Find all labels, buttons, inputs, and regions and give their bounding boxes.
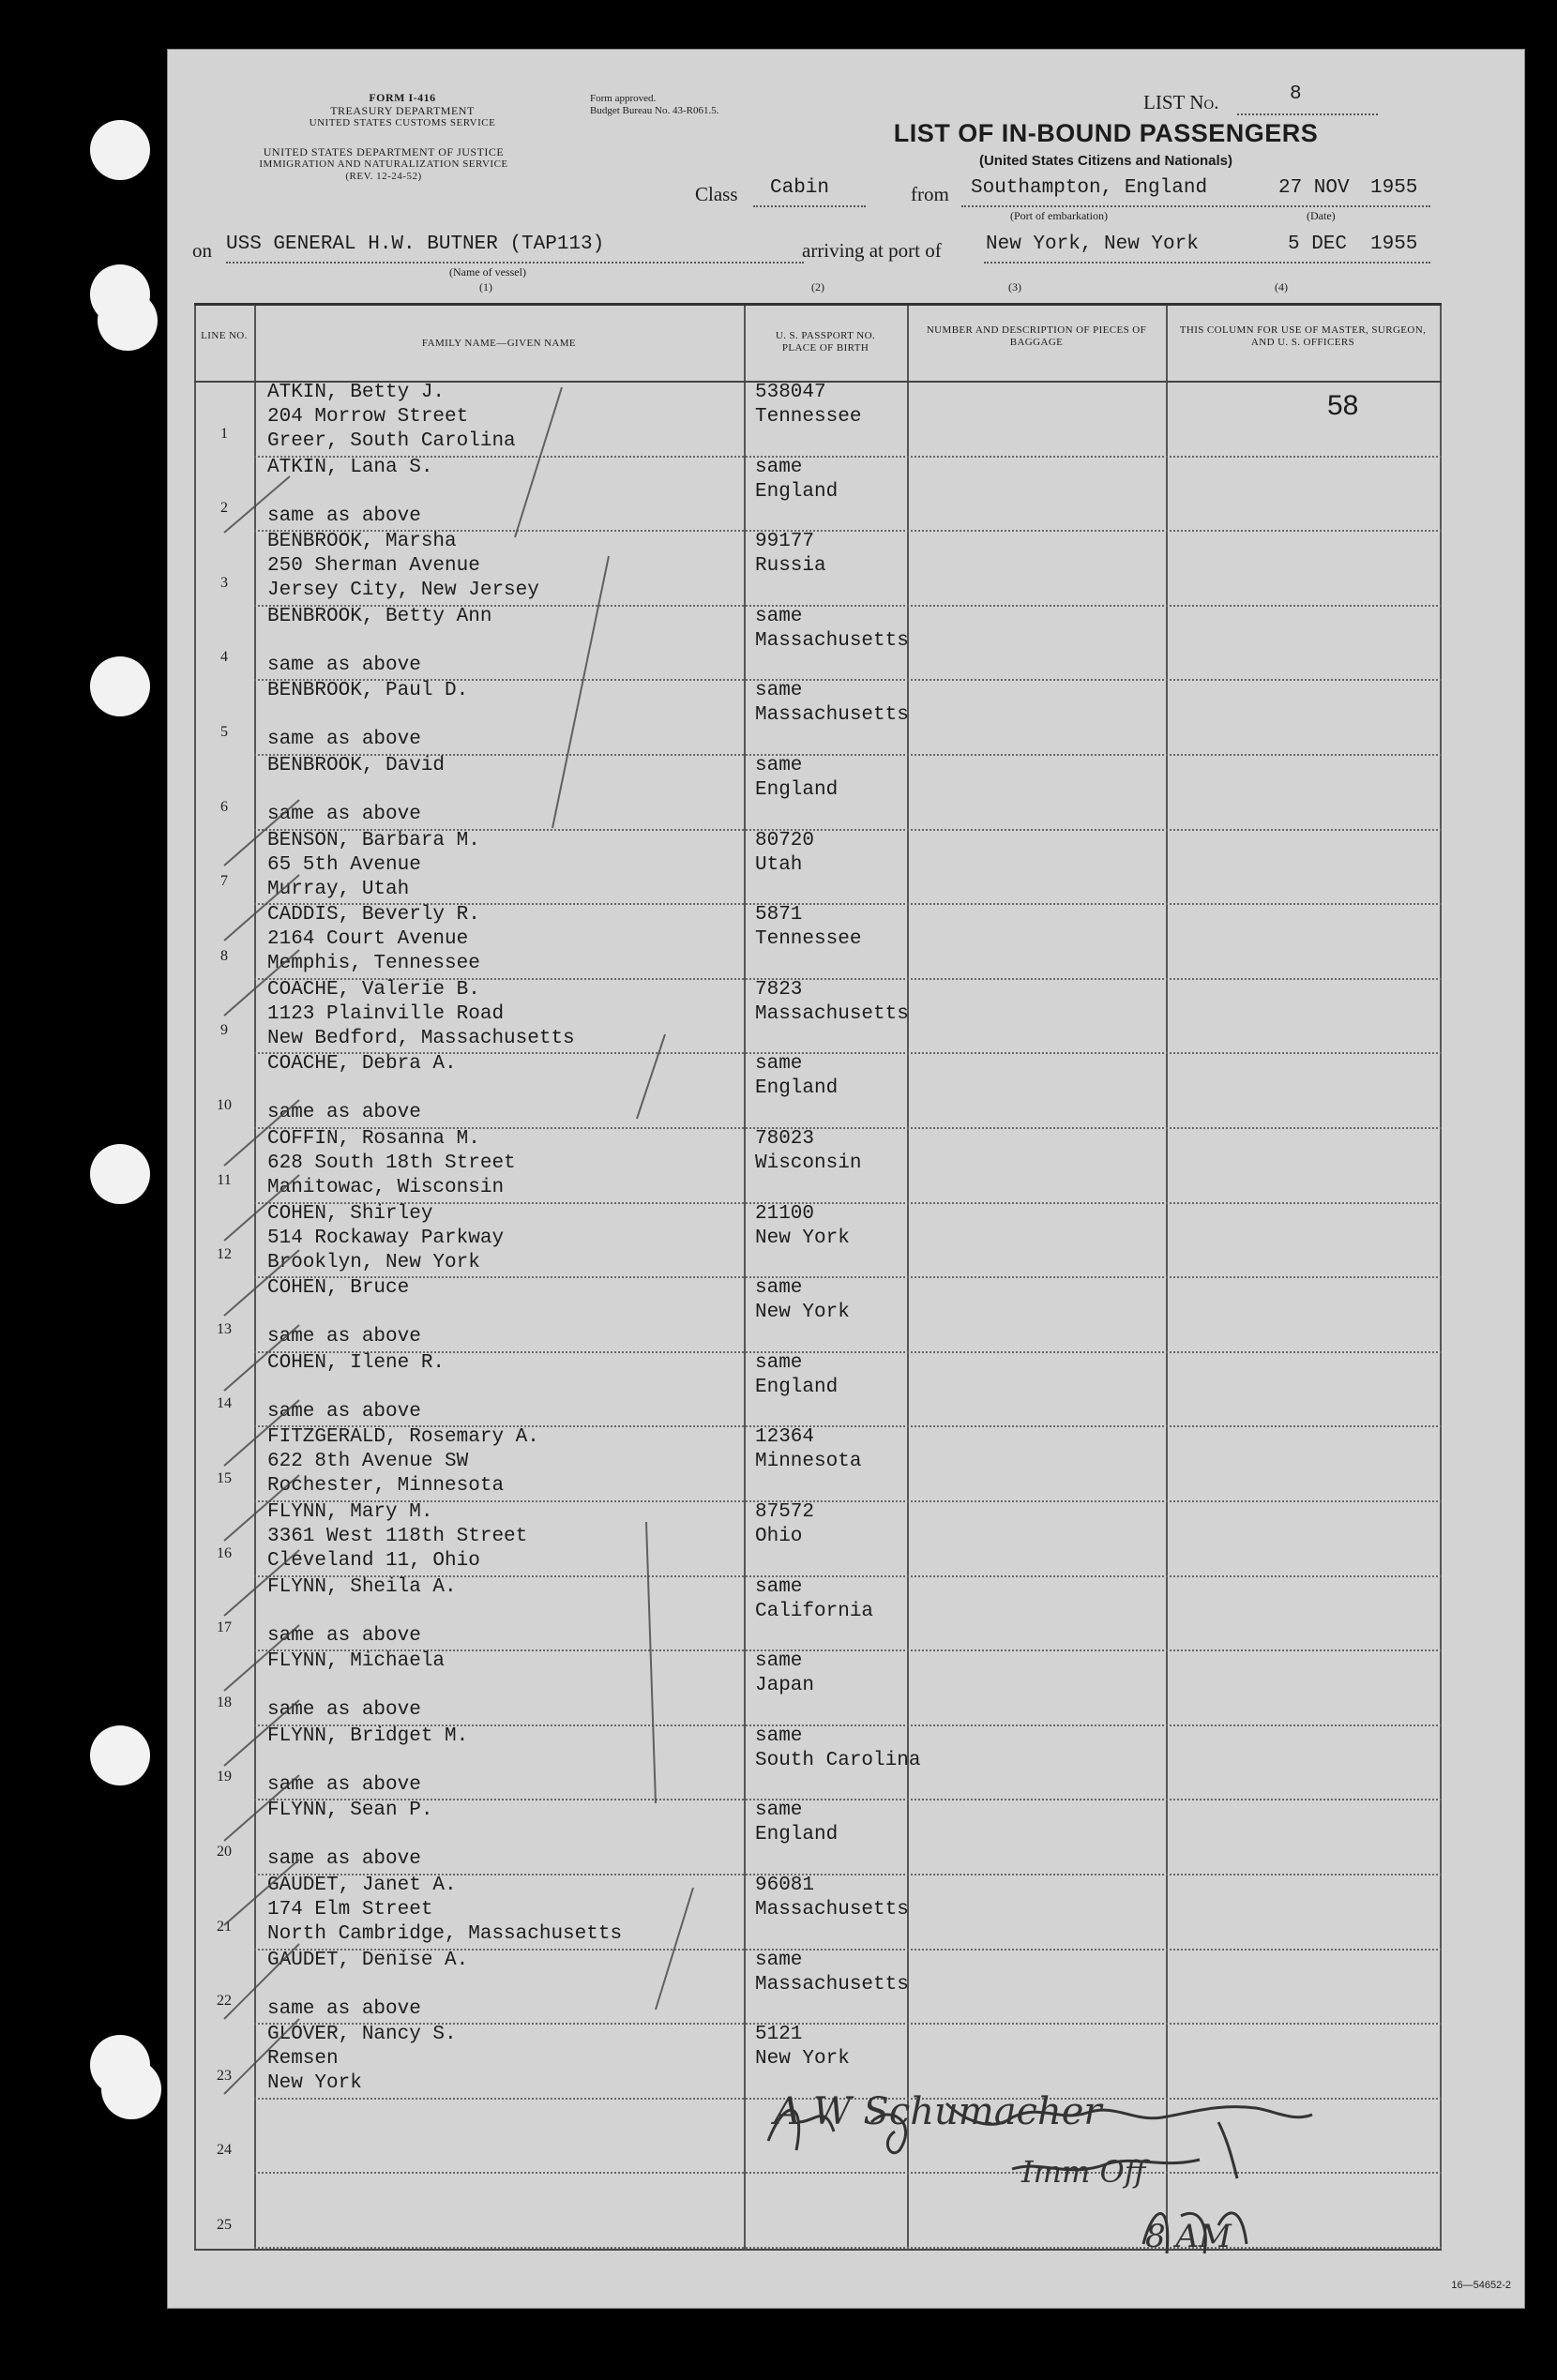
list-no-label: LIST No. [1143,91,1219,113]
passenger-address: 2164 Court Avenue [267,928,469,951]
passenger-address: Greer, South Carolina [267,430,516,452]
passport-number: 7823 [755,978,803,1001]
arrival-port: New York, New York [986,233,1199,255]
line-number: 5 [220,723,228,740]
passenger-address: Rochester, Minnesota [267,1475,505,1498]
punch-hole [98,291,158,351]
treasury-label: TREASURY DEPARTMENT [330,104,475,117]
passenger-name: COHEN, Shirley [267,1202,433,1225]
punch-hole [90,1725,150,1785]
place-of-birth: California [755,1600,874,1622]
passenger-name: FLYNN, Bridget M. [267,1725,469,1747]
passport-number: 99177 [755,531,815,553]
place-of-birth: New York [755,2048,850,2071]
passenger-name: BENBROOK, Marsha [267,531,457,553]
punch-hole [90,656,150,716]
passenger-name: BENSON, Barbara M. [267,829,480,851]
passport-number: same [755,1575,803,1598]
check-marks [168,50,1524,2308]
manifest-page [167,49,1525,2309]
passenger-name: FITZGERALD, Rosemary A. [267,1426,539,1449]
from-label: from [911,183,949,205]
passport-number: 5121 [755,2024,803,2046]
passport-number: same [755,1277,803,1300]
line-number: 24 [217,2142,232,2159]
passport-number: same [755,605,803,627]
place-of-birth: Russia [755,555,826,578]
arrival-date: 5 DEC [1288,233,1348,255]
place-of-birth: England [755,1077,839,1100]
passenger-name: FLYNN, Michaela [267,1650,446,1673]
ins-label: IMMIGRATION AND NATURALIZATION SERVICE [259,158,508,170]
passenger-name: GAUDET, Janet A. [267,1875,457,1896]
passenger-address: same as above [267,1997,421,2020]
place-of-birth: Massachusetts [755,1899,909,1921]
passport-number: 80720 [755,829,815,851]
passenger-address: same as above [267,505,421,527]
place-of-birth: Massachusetts [755,629,909,652]
line-number: 20 [217,1843,232,1860]
passenger-address: 250 Sherman Avenue [267,555,480,578]
place-of-birth: England [755,1824,839,1846]
line-number: 1 [220,425,228,442]
passenger-address: Memphis, Tennessee [267,953,480,975]
customs-label: UNITED STATES CUSTOMS SERVICE [309,117,496,128]
passenger-name: COHEN, Bruce [267,1277,410,1300]
passenger-name: GLOVER, Nancy S. [267,2024,457,2046]
line-number: 18 [217,1694,232,1710]
passport-number: 21100 [755,1202,815,1225]
place-of-birth: England [755,779,839,801]
revision-label: (REV. 12-24-52) [345,171,422,182]
passport-number: same [755,1053,803,1076]
place-of-birth: Utah [755,853,803,876]
place-of-birth: South Carolina [755,1749,921,1771]
line-number: 8 [220,947,228,964]
passenger-address: 628 South 18th Street [267,1152,516,1174]
header-line-no: LINE NO. [201,330,248,341]
port-embark-caption: (Port of embarkation) [1010,209,1108,222]
passenger-name: COACHE, Debra A. [267,1053,457,1076]
line-number: 10 [217,1096,232,1113]
passenger-name: BENBROOK, David [267,755,446,776]
passenger-address: same as above [267,1773,421,1796]
justice-label: UNITED STATES DEPARTMENT OF JUSTICE [263,145,505,158]
passenger-name: COHEN, Ilene R. [267,1351,446,1374]
line-number: 22 [217,1993,232,2010]
place-of-birth: New York [755,1227,850,1249]
passenger-address: same as above [267,1326,421,1348]
passenger-address: New Bedford, Massachusetts [267,1027,575,1049]
passenger-address: 174 Elm Street [267,1899,433,1921]
place-of-birth: Massachusetts [755,1973,909,1996]
passenger-name: GAUDET, Denise A. [267,1949,469,1971]
column-number-3: (3) [1008,280,1021,294]
passenger-address: same as above [267,1848,421,1871]
passenger-address: 3361 West 118th Street [267,1526,528,1547]
line-number: 17 [217,1619,232,1636]
passenger-address: 204 Morrow Street [267,406,469,428]
place-of-birth: Massachusetts [755,704,909,727]
passenger-name: FLYNN, Sheila A. [267,1575,457,1598]
on-label: on [192,239,212,262]
column-number-2: (2) [811,280,824,294]
vessel-name: USS GENERAL H.W. BUTNER (TAP113) [226,233,605,255]
place-of-birth: Tennessee [755,406,862,428]
class-value: Cabin [770,177,830,199]
embarkation-year: 1955 [1370,177,1418,199]
passport-number: 538047 [755,382,826,403]
punch-hole [90,1144,150,1204]
passenger-address: 622 8th Avenue SW [267,1451,469,1473]
passport-number: same [755,1351,803,1374]
place-of-birth: New York [755,1302,850,1324]
place-of-birth: England [755,1376,839,1398]
passenger-address: same as above [267,1102,421,1124]
place-of-birth: Minnesota [755,1451,862,1473]
class-label: Class [695,183,738,205]
header-name: FAMILY NAME—GIVEN NAME [421,338,577,349]
passenger-address: same as above [267,654,421,676]
line-number: 15 [217,1469,232,1486]
passenger-address: Jersey City, New Jersey [267,580,539,602]
passport-number: 96081 [755,1875,815,1896]
passenger-address: same as above [267,804,421,825]
passenger-address: Murray, Utah [267,878,410,900]
place-of-birth: England [755,480,839,503]
signature-name: A W Schumacher [774,2090,1102,2133]
line-number: 6 [220,798,228,815]
passport-number: same [755,1725,803,1747]
header-officers: THIS COLUMN FOR USE OF MASTER, SURGEON, AND U. S. OFFICERS [1179,324,1427,348]
passenger-name: COFFIN, Rosanna M. [267,1128,480,1150]
column-number-1: (1) [479,280,492,294]
embarkation-date: 27 NOV [1278,177,1350,199]
passenger-name: BENBROOK, Betty Ann [267,605,492,627]
punch-hole [90,120,150,180]
passenger-address: 514 Rockaway Parkway [267,1227,505,1249]
passport-number: 5871 [755,904,803,926]
line-number: 21 [217,1918,232,1935]
signature-time: 8 AM [1145,2218,1232,2255]
passenger-address: same as above [267,1400,421,1423]
passenger-address: same as above [267,729,421,751]
line-number: 23 [217,2067,232,2084]
passport-number: 12364 [755,1426,815,1449]
place-of-birth: Wisconsin [755,1152,862,1174]
passport-number: 87572 [755,1501,815,1523]
line-number: 7 [220,873,228,890]
passenger-address: 65 5th Avenue [267,853,421,876]
punch-hole [101,2059,161,2119]
passenger-address: North Cambridge, Massachusetts [267,1923,623,1945]
list-no-value: 8 [1290,83,1302,105]
line-number: 13 [217,1320,232,1337]
passenger-name: BENBROOK, Paul D. [267,680,469,702]
line-number: 9 [220,1022,228,1039]
passenger-address: Manitowac, Wisconsin [267,1177,505,1198]
passenger-address: Brooklyn, New York [267,1251,480,1273]
place-of-birth: Japan [755,1675,815,1697]
passenger-name: ATKIN, Lana S. [267,456,433,478]
line-number: 25 [217,2216,232,2233]
passenger-address: same as above [267,1624,421,1647]
header-passport: U. S. PASSPORT NO. PLACE OF BIRTH [775,330,876,354]
vessel-caption: (Name of vessel) [449,265,526,279]
officer-note: 58 [1327,390,1359,421]
form-number: FORM I-416 [369,91,436,104]
passenger-name: COACHE, Valerie B. [267,978,480,1001]
line-number: 2 [220,500,228,517]
passenger-name: CADDIS, Beverly R. [267,904,480,926]
passenger-address: New York [267,2072,362,2095]
header-baggage: NUMBER AND DESCRIPTION OF PIECES OF BAGGAGE [926,324,1147,348]
place-of-birth: Massachusetts [755,1002,909,1025]
place-of-birth: Tennessee [755,928,862,951]
arriving-label: arriving at port of [802,239,942,262]
date-caption: (Date) [1307,209,1336,222]
passenger-address: 1123 Plainville Road [267,1002,505,1025]
line-number: 11 [217,1171,232,1188]
line-number: 4 [220,649,228,666]
passport-number: same [755,680,803,702]
passenger-address: Remsen [267,2048,339,2071]
budget-bureau-label: Budget Bureau No. 43-R061.5. [590,105,719,116]
passport-number: same [755,1949,803,1971]
arrival-year: 1955 [1370,233,1418,255]
passenger-name: ATKIN, Betty J. [267,382,446,403]
passenger-address: Cleveland 11, Ohio [267,1550,480,1572]
page-subtitle: (United States Citizens and Nationals) [978,153,1233,169]
passport-number: same [755,456,803,478]
passport-number: 78023 [755,1128,815,1150]
embarkation-port: Southampton, England [971,177,1208,199]
line-number: 16 [217,1544,232,1561]
passenger-name: FLYNN, Mary M. [267,1501,433,1523]
place-of-birth: Ohio [755,1526,803,1547]
line-number: 19 [217,1769,232,1785]
line-number: 12 [217,1246,232,1263]
footer-code: 16—54652-2 [1451,2280,1511,2291]
passenger-address: same as above [267,1699,421,1722]
passport-number: same [755,1650,803,1673]
page-title: LIST OF IN-BOUND PASSENGERS [893,119,1319,147]
passenger-name: FLYNN, Sean P. [267,1800,433,1822]
signature-title: Imm Off [1021,2154,1146,2190]
passport-number: same [755,1800,803,1822]
form-approved-label: Form approved. [590,93,657,104]
column-number-4: (4) [1275,280,1288,294]
passport-number: same [755,755,803,776]
line-number: 3 [220,574,228,591]
line-number: 14 [217,1395,232,1412]
